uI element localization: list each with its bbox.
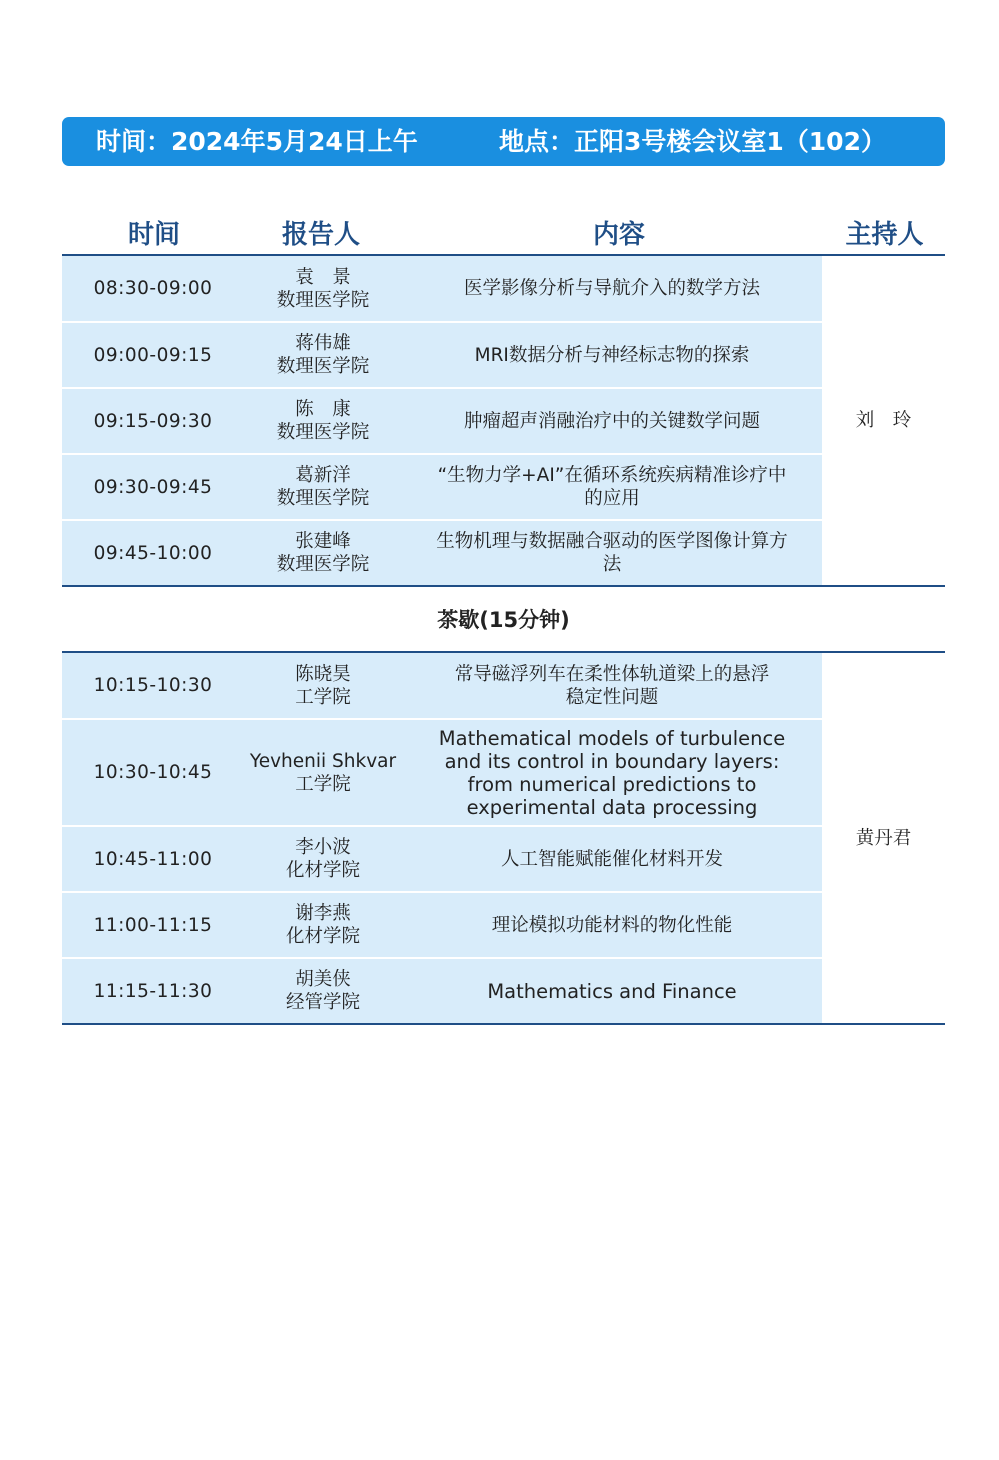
- speaker-affiliation: 数理医学院: [276, 554, 370, 575]
- speaker-name: 蒋伟雄: [295, 333, 351, 354]
- col-speaker-header: 报告人: [281, 220, 360, 250]
- speaker-affiliation: 化材学院: [285, 860, 360, 881]
- speaker-name: 袁 景: [295, 266, 351, 288]
- speaker-name: 陈 康: [295, 399, 351, 420]
- speaker-name: 陈晓昊: [295, 663, 351, 685]
- table-row: [62, 826, 945, 892]
- row-title: Mathematical models of turbulence and its control in boundary layers: from numerical predictions to experimental data processing: [402, 719, 822, 826]
- table-row: [62, 454, 945, 520]
- row-speaker: [244, 892, 402, 958]
- speaker-name: 张建峰: [295, 531, 351, 552]
- table-row: [62, 256, 945, 322]
- speaker-affiliation: 数理医学院: [276, 488, 370, 509]
- table-row: [62, 388, 945, 454]
- row-title: 常导磁浮列车在柔性体轨道梁上的悬浮稳定性问题: [402, 653, 822, 719]
- row-time: 10:15-10:30: [62, 653, 244, 719]
- table-row: [62, 892, 945, 958]
- speaker-name: 谢李燕: [295, 903, 351, 924]
- row-speaker: [244, 958, 402, 1024]
- row-title: Mathematics and Finance: [402, 958, 822, 1024]
- speaker-affiliation: 工学院: [295, 773, 351, 795]
- row-time: 09:15-09:30: [62, 388, 244, 454]
- row-title: 医学影像分析与导航介入的数学方法: [402, 256, 822, 322]
- table-row: [62, 520, 945, 586]
- speaker-name: Yevhenii Shkvar: [249, 750, 397, 772]
- speaker-affiliation: 数理医学院: [276, 289, 370, 311]
- row-time: 09:00-09:15: [62, 322, 244, 388]
- row-speaker: [244, 653, 402, 719]
- row-speaker: [244, 520, 402, 586]
- col-content-header: 内容: [592, 220, 645, 250]
- speaker-affiliation: 经管学院: [285, 992, 360, 1013]
- table-row: [62, 719, 945, 826]
- col-host-header: 主持人: [845, 220, 924, 250]
- tea-break: 茶歇(15分钟): [62, 589, 945, 653]
- speaker-name: 胡美侠: [295, 969, 351, 990]
- row-speaker: [244, 388, 402, 454]
- row-title: “生物力学+AI”在循环系统疾病精准诊疗中的应用: [402, 454, 822, 520]
- row-title: 人工智能赋能催化材料开发: [402, 826, 822, 892]
- speaker-name: 葛新洋: [295, 465, 351, 486]
- row-speaker: [244, 322, 402, 388]
- speaker-name: 李小波: [295, 837, 351, 858]
- session-1-host: 刘 玲: [822, 256, 945, 586]
- col-time-header: 时间: [127, 220, 180, 250]
- row-speaker: [244, 719, 402, 826]
- row-time: 11:00-11:15: [62, 892, 244, 958]
- row-title: 肿瘤超声消融治疗中的关键数学问题: [402, 388, 822, 454]
- meeting-place: 地点：正阳3号楼会议室1（102）: [499, 127, 886, 156]
- row-time: 08:30-09:00: [62, 256, 244, 322]
- table-header: [62, 210, 945, 256]
- row-title: MRI数据分析与神经标志物的探索: [402, 322, 822, 388]
- row-time: 09:30-09:45: [62, 454, 244, 520]
- speaker-affiliation: 数理医学院: [276, 356, 370, 377]
- row-time: 09:45-10:00: [62, 520, 244, 586]
- table-row: [62, 958, 945, 1024]
- row-title: 生物机理与数据融合驱动的医学图像计算方法: [402, 520, 822, 586]
- table-row: [62, 322, 945, 388]
- speaker-affiliation: 数理医学院: [276, 422, 370, 443]
- speaker-affiliation: 化材学院: [285, 926, 360, 947]
- header-banner: [62, 117, 945, 166]
- speaker-affiliation: 工学院: [295, 686, 351, 708]
- row-title: 理论模拟功能材料的物化性能: [402, 892, 822, 958]
- session-2-table: [62, 653, 945, 1025]
- row-time: 11:15-11:30: [62, 958, 244, 1024]
- row-speaker: [244, 454, 402, 520]
- row-speaker: [244, 826, 402, 892]
- table-row: [62, 653, 945, 719]
- row-time: 10:30-10:45: [62, 719, 244, 826]
- session-1-table: [62, 256, 945, 587]
- row-time: 10:45-11:00: [62, 826, 244, 892]
- row-speaker: [244, 256, 402, 322]
- meeting-time: 时间：2024年5月24日上午: [96, 127, 418, 156]
- session-2-host: 黄丹君: [822, 653, 945, 1024]
